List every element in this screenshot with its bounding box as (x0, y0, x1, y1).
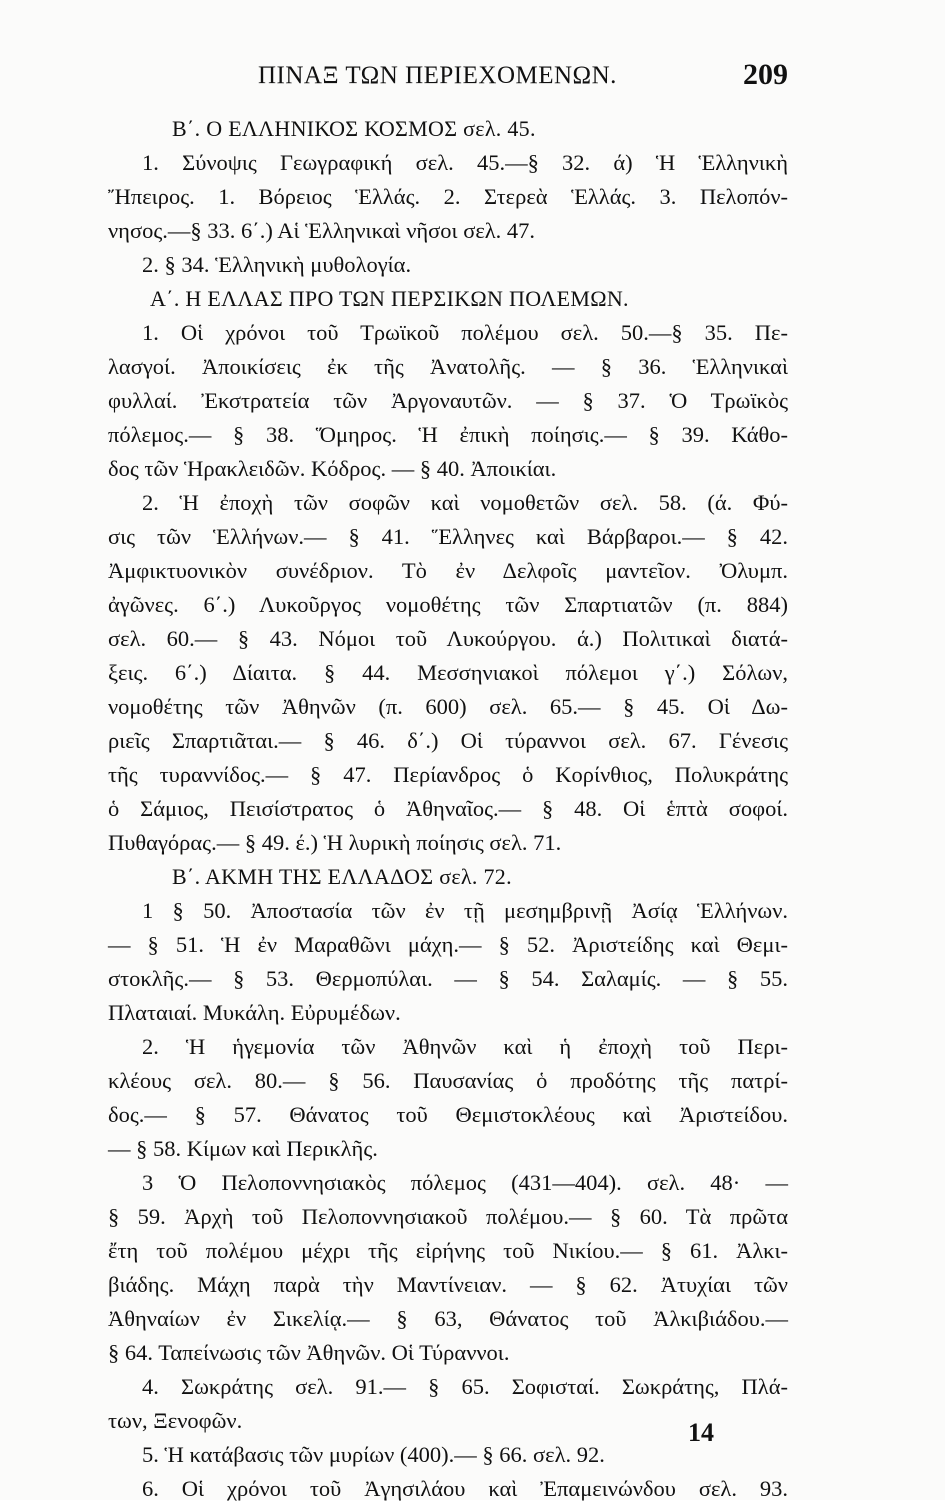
content-line: Ἤπειρος. 1. Βόρειος Ἑλλάς. 2. Στερεὰ Ἑλλάς. 3. Πελοπόν- (108, 184, 788, 209)
content-line: ἀγῶνες. 6΄.) Λυκοῦργος νομοθέτης τῶν Σπαρτιατῶν (π. 884) (108, 592, 788, 617)
content-line: Πλαταιαί. Μυκάλη. Εὐρυμέδων. (108, 1000, 401, 1025)
content-line: σελ. 60.— § 43. Νόμοι τοῦ Λυκούργου. ά.) Πολιτικαὶ διατά- (108, 626, 788, 651)
content-line: 2. Ἡ ἡγεμονία τῶν Ἀθηνῶν καὶ ἡ ἐποχὴ τοῦ Περι- (142, 1034, 788, 1059)
content-line: 6. Οἱ χρόνοι τοῦ Ἀγησιλάου καὶ Ἐπαμεινώνδου σελ. 93. (142, 1476, 788, 1501)
content-line: ριεῖς Σπαρτιᾶται.— § 46. δ΄.) Οἱ τύραννοι σελ. 67. Γένεσις (108, 728, 788, 753)
section-heading: Β΄. ΑΚΜΗ ΤΗΣ ΕΛΛΑΔΟΣ σελ. 72. (172, 864, 512, 889)
content-line: νομοθέτης τῶν Ἀθηνῶν (π. 600) σελ. 65.— § 45. Οἱ Δω- (108, 694, 788, 719)
content-line: Πυθαγόρας.— § 49. έ.) Ἡ λυρικὴ ποίησις σελ. 71. (108, 830, 562, 855)
content-line: φυλλαί. Ἐκστρατεία τῶν Ἀργοναυτῶν. — § 37. Ὁ Τρωϊκὸς (108, 388, 788, 413)
content-line: Ἀθηναίων ἐν Σικελίᾳ.— § 63, Θάνατος τοῦ Ἀλκιβιάδου.— (108, 1306, 788, 1331)
content-line: δος.— § 57. Θάνατος τοῦ Θεμιστοκλέους καὶ Ἀριστείδου. (108, 1102, 788, 1127)
content-line: 2. Ἡ ἐποχὴ τῶν σοφῶν καὶ νομοθετῶν σελ. 58. (ά. Φύ- (142, 490, 788, 515)
running-head (108, 58, 788, 98)
content-line: Ἀμφικτυονικὸν συνέδριον. Τὸ ἐν Δελφοῖς μαντεῖον. Ὀλυμπ. (108, 558, 788, 583)
content-line: — § 58. Κίμων καὶ Περικλῆς. (108, 1136, 378, 1161)
page-number: 209 (743, 58, 788, 91)
content-line: § 64. Ταπείνωσις τῶν Ἀθηνῶν. Οἱ Τύραννοι. (108, 1340, 510, 1365)
content-line: κλέους σελ. 80.— § 56. Παυσανίας ὁ προδότης τῆς πατρί- (108, 1068, 788, 1093)
content-line: 1. Οἱ χρόνοι τοῦ Τρωϊκοῦ πολέμου σελ. 50.—§ 35. Πε- (142, 320, 788, 345)
table-of-contents-body (108, 112, 788, 1506)
content-line: στοκλῆς.— § 53. Θερμοπύλαι. — § 54. Σαλαμίς. — § 55. (108, 966, 788, 991)
content-line: 4. Σωκράτης σελ. 91.— § 65. Σοφισταί. Σωκράτης, Πλά- (142, 1374, 788, 1399)
content-line: σις τῶν Ἑλλήνων.— § 41. Ἕλληνες καὶ Βάρβαροι.— § 42. (108, 524, 788, 549)
content-line: πόλεμος.— § 38. Ὅμηρος. Ἡ ἐπικὴ ποίησις.— § 39. Κάθο- (108, 422, 788, 447)
content-line: 1. Σύνοψις Γεωγραφική σελ. 45.—§ 32. ά) Ἡ Ἑλληνικὴ (142, 150, 788, 175)
signature-mark: 14 (688, 1418, 714, 1447)
content-line: 3 Ὁ Πελοποννησιακὸς πόλεμος (431—404). σελ. 48· — (142, 1170, 788, 1195)
content-line: ὁ Σάμιος, Πεισίστρατος ὁ Ἀθηναῖος.— § 48. Οἱ ἑπτὰ σοφοί. (108, 796, 788, 821)
content-line: ξεις. 6΄.) Δίαιτα. § 44. Μεσσηνιακοὶ πόλεμοι γ΄.) Σόλων, (108, 660, 788, 685)
content-line: νησος.—§ 33. 6΄.) Αἱ Ἑλληνικαὶ νῆσοι σελ. 47. (108, 218, 536, 243)
section-heading: Α΄. Η ΕΛΛΑΣ ΠΡΟ ΤΩΝ ΠΕΡΣΙΚΩΝ ΠΟΛΕΜΩΝ. (150, 286, 629, 311)
section-heading: Β΄. Ο ΕΛΛΗΝΙΚΟΣ ΚΟΣΜΟΣ σελ. 45. (172, 116, 536, 141)
content-line: 5. Ἡ κατάβασις τῶν μυρίων (400).— § 66. σελ. 92. (142, 1442, 605, 1467)
page-title: ΠΙΝΑΞ ΤΩΝ ΠΕΡΙΕΧΟΜΕΝΩΝ. (258, 62, 617, 89)
content-line: λασγοί. Ἀποικίσεις ἐκ τῆς Ἀνατολῆς. — § 36. Ἑλληνικαὶ (108, 354, 788, 379)
content-line: βιάδης. Μάχη παρὰ τὴν Μαντίνειαν. — § 62. Ἀτυχίαι τῶν (108, 1272, 788, 1297)
content-line: 2. § 34. Ἑλληνικὴ μυθολογία. (142, 252, 412, 277)
content-line: 1 § 50. Ἀποστασία τῶν ἐν τῇ μεσημβρινῇ Ἀσίᾳ Ἑλλήνων. (142, 898, 788, 923)
content-line: των, Ξενοφῶν. (108, 1408, 243, 1433)
content-line: τῆς τυραννίδος.— § 47. Περίανδρος ὁ Κορίνθιος, Πολυκράτης (108, 762, 788, 787)
content-line: ἔτη τοῦ πολέμου μέχρι τῆς εἰρήνης τοῦ Νικίου.— § 61. Ἀλκι- (108, 1238, 788, 1263)
content-line: δος τῶν Ἡρακλειδῶν. Κόδρος. — § 40. Ἀποικίαι. (108, 456, 557, 481)
content-line: § 59. Ἀρχὴ τοῦ Πελοποννησιακοῦ πολέμου.— § 60. Τὰ πρῶτα (108, 1204, 788, 1229)
content-line: — § 51. Ἡ ἐν Μαραθῶνι μάχη.— § 52. Ἀριστείδης καὶ Θεμι- (108, 932, 788, 957)
